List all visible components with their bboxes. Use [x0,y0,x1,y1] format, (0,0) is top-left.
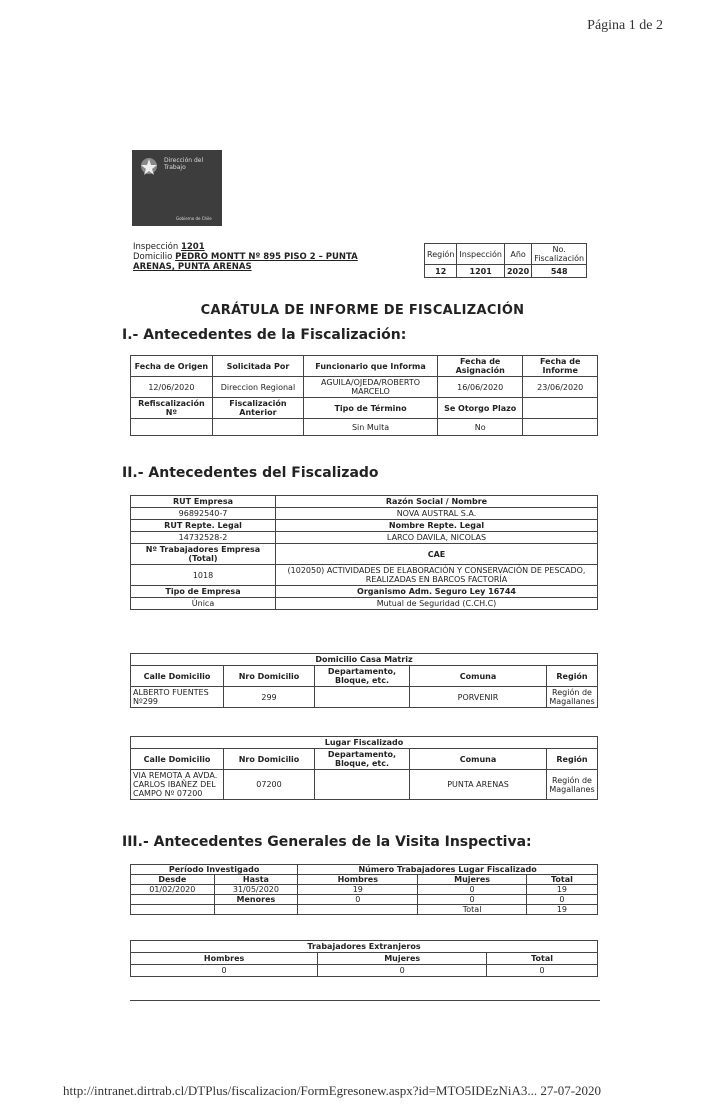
table-cell [214,905,298,915]
table-cell: Menores [214,895,298,905]
logo-gov-text: Gobierno de Chile [176,216,212,221]
table-cell: Comuna [410,666,547,687]
table-cell [315,687,410,708]
table-cell: Fecha de Asignación [437,356,522,377]
table-cell: Organismo Adm. Seguro Ley 16744 [276,586,598,598]
table-cell: 96892540-7 [131,508,276,520]
direccion-trabajo-logo [132,150,222,226]
table-cell: Total [526,875,597,885]
table-cell: Región de Magallanes [547,687,598,708]
section2-title: II.- Antecedentes del Fiscalizado [122,465,379,481]
table-cell [131,895,215,905]
table-cell: Total [487,953,598,965]
table-cell: Departamento, Bloque, etc. [315,666,410,687]
table-cell: Mujeres [418,875,526,885]
table-cell: PUNTA ARENAS [410,770,547,800]
table-cell: LARCO DAVILA, NICOLAS [276,532,598,544]
table-cell: ALBERTO FUENTES Nº299 [131,687,224,708]
table-cell: Direccion Regional [212,377,303,398]
table-cell [315,770,410,800]
table-cell: 0 [526,895,597,905]
region-table [424,243,587,278]
table-cell: Tipo de Empresa [131,586,276,598]
table-cell: Región [547,666,598,687]
table-cell: Región [425,244,457,265]
table-cell: (102050) ACTIVIDADES DE ELABORACIÓN Y CONSERVACIÓN DE PESCADO, REALIZADAS EN BARCOS FACTORÍA [276,565,598,586]
table-cell: PORVENIR [410,687,547,708]
table-cell: Mutual de Seguridad (C.CH.C) [276,598,598,610]
coat-of-arms-icon [138,156,160,178]
visita-table [130,864,598,915]
extranjeros-table [130,940,598,977]
table-cell [523,398,598,419]
table-cell: Inspección [457,244,505,265]
table-cell: Desde [131,875,215,885]
table-cell: Solicitada Por [212,356,303,377]
table-cell: 14732528-2 [131,532,276,544]
table-cell: Total [418,905,526,915]
table-cell: Número Trabajadores Lugar Fiscalizado [298,865,598,875]
table-cell [523,419,598,436]
table-cell: NOVA AUSTRAL S.A. [276,508,598,520]
inspection-info: Inspección 1201 Domicilio PEDRO MONTT Nº 895 PISO 2 – PUNTA ARENAS, PUNTA ARENAS [133,242,358,272]
table-cell: Fecha de Informe [523,356,598,377]
table-cell: Calle Domicilio [131,749,224,770]
lugar-fiscalizado-table [130,736,598,800]
table-cell: Razón Social / Nombre [276,496,598,508]
table-cell: Período Investigado [131,865,298,875]
fiscalizado-table [130,495,598,610]
table-cell: 07200 [224,770,315,800]
table-cell: 0 [131,965,318,977]
table-cell: 1018 [131,565,276,586]
table-cell: 0 [298,895,418,905]
table-cell: Nro Domicilio [224,749,315,770]
table-cell: Departamento, Bloque, etc. [315,749,410,770]
table-cell: 19 [298,885,418,895]
table-cell [131,419,213,436]
table-cell: 0 [418,895,526,905]
table-cell: 23/06/2020 [523,377,598,398]
table-cell: 1201 [457,265,505,278]
table-cell [298,905,418,915]
table-cell: CAE [276,544,598,565]
table-cell: 0 [318,965,487,977]
table-cell: 12 [425,265,457,278]
table-cell: Mujeres [318,953,487,965]
table-cell: Lugar Fiscalizado [131,737,598,749]
table-cell: Hombres [131,953,318,965]
table-cell: Se Otorgo Plazo [437,398,522,419]
fiscalizacion-table [130,355,598,436]
table-cell: AGUILA/OJEDA/ROBERTO MARCELO [304,377,438,398]
table-cell: Región de Magallanes [547,770,598,800]
table-cell: No. Fiscalización [532,244,587,265]
table-cell: Año [504,244,531,265]
footer-url: http://intranet.dirtrab.cl/DTPlus/fiscalizacion/FormEgresonew.aspx?id=MTO5IDEzNiA3... 27-07-2020 [63,1083,602,1098]
casa-matriz-table [130,653,598,708]
document-title: CARÁTULA DE INFORME DE FISCALIZACIÓN [200,303,525,318]
table-cell: Región [547,749,598,770]
table-cell: Trabajadores Extranjeros [131,941,598,953]
table-cell: 19 [526,905,597,915]
table-cell: 01/02/2020 [131,885,215,895]
table-cell: 2020 [504,265,531,278]
table-cell: 16/06/2020 [437,377,522,398]
table-cell: RUT Empresa [131,496,276,508]
table-cell: 548 [532,265,587,278]
table-cell: Comuna [410,749,547,770]
table-cell: 0 [418,885,526,895]
table-cell: No [437,419,522,436]
table-cell: Domicilio Casa Matriz [131,654,598,666]
table-cell: 31/05/2020 [214,885,298,895]
table-cell: Hasta [214,875,298,885]
table-cell: Nombre Repte. Legal [276,520,598,532]
table-cell: 299 [224,687,315,708]
table-cell: 12/06/2020 [131,377,213,398]
table-cell: VIA REMOTA A AVDA. CARLOS IBAÑEZ DEL CAMPO Nº 07200 [131,770,224,800]
table-cell: Funcionario que Informa [304,356,438,377]
table-cell: Nº Trabajadores Empresa (Total) [131,544,276,565]
page-number: Página 1 de 2 [587,18,663,33]
section1-title: I.- Antecedentes de la Fiscalización: [122,327,407,343]
table-cell: Fiscalización Anterior [212,398,303,419]
table-cell [131,905,215,915]
table-cell: Sin Multa [304,419,438,436]
table-cell: RUT Repte. Legal [131,520,276,532]
table-cell [212,419,303,436]
section3-title: III.- Antecedentes Generales de la Visita Inspectiva: [122,834,532,850]
table-cell: Nro Domicilio [224,666,315,687]
table-cell: 0 [487,965,598,977]
table-cell: Tipo de Término [304,398,438,419]
table-cell: Calle Domicilio [131,666,224,687]
table-cell: 19 [526,885,597,895]
table-cell: Fecha de Origen [131,356,213,377]
logo-text: Dirección del Trabajo [164,157,204,171]
table-cell: Hombres [298,875,418,885]
table-cell: Refiscalización Nº [131,398,213,419]
table-cell: Única [131,598,276,610]
page-end-divider [130,1000,600,1001]
